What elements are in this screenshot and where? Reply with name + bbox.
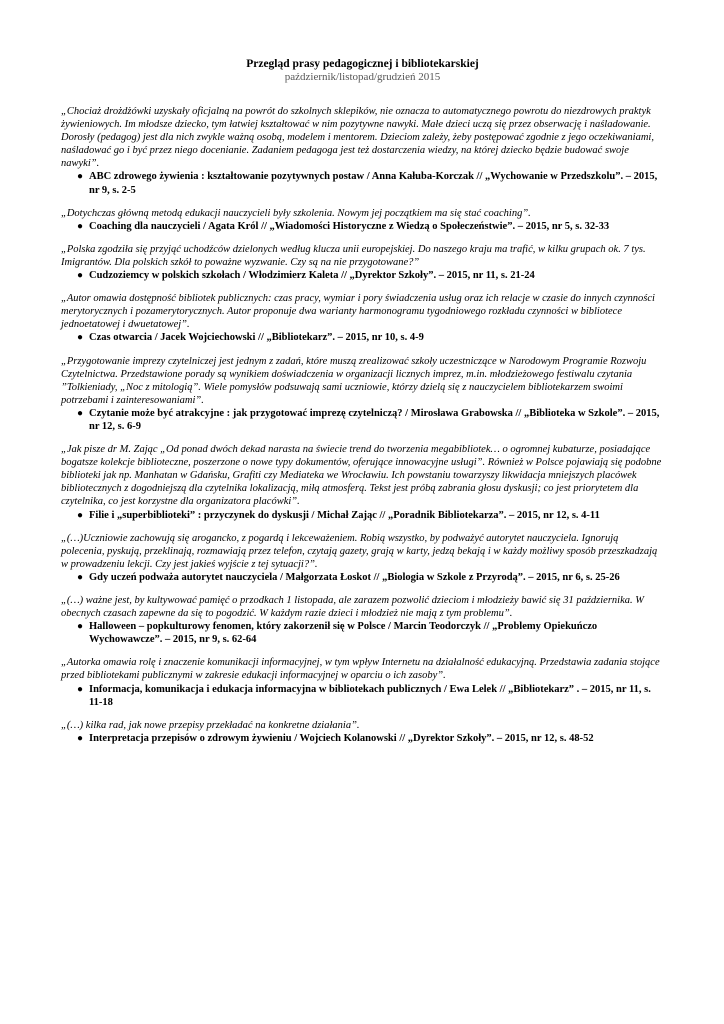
entry-reference (77, 571, 664, 584)
entry-reference-text: Filie i „superbiblioteki” : przyczynek do dyskusji / Michał Zając // „Poradnik Bibliotekarza”. – 2015, nr 12, s. 4-11 (89, 509, 600, 521)
entry-reference (77, 170, 664, 196)
entry-quote: „(…) ważne jest, by kultywować pamięć o przodkach 1 listopada, ale zarazem pozwolić dzieciom i młodzieży bawić się 31 października. W obecnych czasach zapewne da się to pogodzić. W każdym razie dzieci i młodzież nie mają z tym problemu”. (61, 595, 644, 620)
entry-reference-text: Halloween – popkulturowy fenomen, który zakorzenił się w Polsce / Marcin Teodorczyk // „Problemy Opiekuńczo Wychowawcze”. – 2015, nr 9, s. 62-64 (89, 621, 598, 646)
bullet-icon: ● (77, 220, 84, 232)
bullet-icon: ● (77, 509, 84, 521)
entry-quote: „(…)Uczniowie zachowują się arogancko, z pogardą i lekceważeniem. Robią wszystko, by podważyć autorytet nauczyciela. Ignorują polecenia, pyskują, przeklinają, rozmawiają przez telefon, czytają gazety, grają w karty, jedzą bekają i w każdy możliwy sposób przeszkadzają w prowadzeniu lekcji. Czy jest jakieś wyjście z tej sytuacji?”. (61, 532, 658, 570)
entry-6 (61, 443, 664, 522)
entry-reference (77, 220, 664, 233)
entry-reference (77, 732, 664, 745)
entry-reference-text: Gdy uczeń podważa autorytet nauczyciela / Małgorzata Łoskot // „Biologia w Szkole z Przyrodą”. – 2015, nr 6, s. 25-26 (89, 571, 620, 583)
entry-7 (61, 532, 664, 584)
entry-reference-text: Cudzoziemcy w polskich szkołach / Włodzimierz Kaleta // „Dyrektor Szkoły”. – 2015, nr 11, s. 21-24 (89, 270, 535, 282)
document-title: Przegląd prasy pedagogicznej i bibliotekarskiej (246, 58, 479, 70)
entry-reference-text: Informacja, komunikacja i edukacja informacyjna w bibliotekach publicznych / Ewa Lelek // „Bibliotekarz” . – 2015, nr 11, s. 11-18 (89, 683, 651, 708)
bullet-icon: ● (77, 332, 84, 344)
entry-1 (61, 105, 664, 197)
entry-2 (61, 207, 664, 233)
entry-reference (77, 683, 664, 709)
entry-8 (61, 594, 664, 646)
entry-quote: „(…) kilka rad, jak nowe przepisy przekładać na konkretne działania”. (61, 719, 360, 731)
entry-10 (61, 719, 664, 745)
entry-reference-text: ABC zdrowego żywienia : kształtowanie pozytywnych postaw / Anna Kałuba-Korczak // „Wychowanie w Przedszkolu”. – 2015, nr 9, s. 2-5 (89, 171, 658, 196)
entry-reference-text: Interpretacja przepisów o zdrowym żywieniu / Wojciech Kolanowski // „Dyrektor Szkoły”. – 2015, nr 12, s. 48-52 (89, 732, 594, 744)
entry-9 (61, 656, 664, 708)
entry-5 (61, 355, 664, 434)
entry-reference (77, 331, 664, 344)
entry-quote: „Autorka omawia rolę i znaczenie komunikacji informacyjnej, w tym wpływ Internetu na działalność edukacyjną. Przedstawia zadania stojące przed bibliotekami publicznymi w zakresie edukacji informacyjnej w oparciu o ich zasoby”. (61, 657, 660, 682)
bullet-icon: ● (77, 571, 84, 583)
bullet-icon: ● (77, 732, 84, 744)
entry-quote: „Jak pisze dr M. Zając „Od ponad dwóch dekad narasta na świecie trend do tworzenia megabibliotek… o ogromnej kubaturze, posiadające bogatsze kolekcje biblioteczne, poszerzone o nowe typy dokumentów, oferujące innowacyjne usługi”. Również w Polsce pojawiają się podobne biblioteki jak np. Manhatan w Gdańsku, Grafiti czy Mediateka we Wrocławiu. Ich powstaniu towarzyszy likwidacja mniejszych placówek bibliotecznych z dogodniejszą dla czytelnika lokalizacją, miłą atmosferą. Tekst jest próbą zabrania głosu dyskusji; co jest priorytetem dla czytelnika, co jest korzystne dla organizatora placówki”. (61, 444, 662, 508)
entry-reference (77, 620, 664, 646)
bullet-icon: ● (77, 683, 84, 695)
entry-quote: „Dotychczas główną metodą edukacji nauczycieli były szkolenia. Nowym jej początkiem ma się stać coaching”. (61, 207, 531, 219)
entry-reference (77, 407, 664, 433)
entry-quote: „Autor omawia dostępność bibliotek publicznych: czas pracy, wymiar i pory świadczenia usług oraz ich relacje w czasie do innych czynności merytorycznych i pozamerytorycznych. Autor proponuje dwa warianty harmonogramu tygodniowego rozkładu czynności w bibliotece jednoetatowej i dwuetatowej”. (61, 293, 655, 331)
entry-4 (61, 292, 664, 344)
entry-quote: „Przygotowanie imprezy czytelniczej jest jednym z zadań, które muszą zrealizować szkoły uczestniczące w Narodowym Programie Rozwoju Czytelnictwa. Przedstawione porady są wynikiem doświadczenia w organizacji licznych imprez, m.in. młodzieżowego festiwalu czytania ”Tolkieniady, „Noc z mitologią”. Wiele pomysłów podsuwają sami uczniowie, którzy dzielą się z nauczycielem bibliotekarzem swoimi potrzebami i zainteresowaniami”. (61, 355, 647, 406)
document-subtitle: październik/listopad/grudzień 2015 (284, 71, 441, 83)
entry-quote: „Chociaż drożdżówki uzyskały oficjalną na powrót do szkolnych sklepików, nie oznacza to automatycznego powrotu do niezdrowych praktyk żywieniowych. Im młodsze dziecko, tym łatwiej kształtować w nim pozytywne nawyki. Małe dzieci uczą się przez obserwację i naśladowanie. Dorosły (pedagog) jest dla nich zwykle ważną osobą, modelem i mentorem. Dzieciom zależy, żeby postępować zgodnie z jego oczekiwaniami, naśladować go i być przez niego docenianie. Zadaniem pedagoga jest też dostarczenia wiedzy, na której dziecko będzie budować swoje nawyki”. (61, 106, 654, 170)
bullet-icon: ● (77, 270, 84, 282)
entry-reference-text: Czas otwarcia / Jacek Wojciechowski // „Bibliotekarz”. – 2015, nr 10, s. 4-9 (89, 332, 424, 344)
entry-reference (77, 509, 664, 522)
entry-reference-text: Coaching dla nauczycieli / Agata Król // „Wiadomości Historyczne z Wiedzą o Społeczeństwie”. – 2015, nr 5, s. 32-33 (89, 220, 610, 232)
bullet-icon: ● (77, 171, 84, 183)
entry-quote: „Polska zgodziła się przyjąć uchodźców dzielonych według klucza unii europejskiej. Do naszego kraju ma trafić, w kilku grupach ok. 7 tys. Imigrantów. Dla polskich szkół to poważne wyzwanie. Czy są na nie przygotowane?” (61, 243, 646, 268)
entry-reference-text: Czytanie może być atrakcyjne : jak przygotować imprezę czytelniczą? / Mirosława Grabowska // „Biblioteka w Szkole”. – 2015, nr 12, s. 6-9 (89, 407, 660, 432)
entry-3 (61, 243, 664, 282)
bullet-icon: ● (77, 621, 84, 633)
entry-reference (77, 269, 664, 282)
bullet-icon: ● (77, 407, 84, 419)
